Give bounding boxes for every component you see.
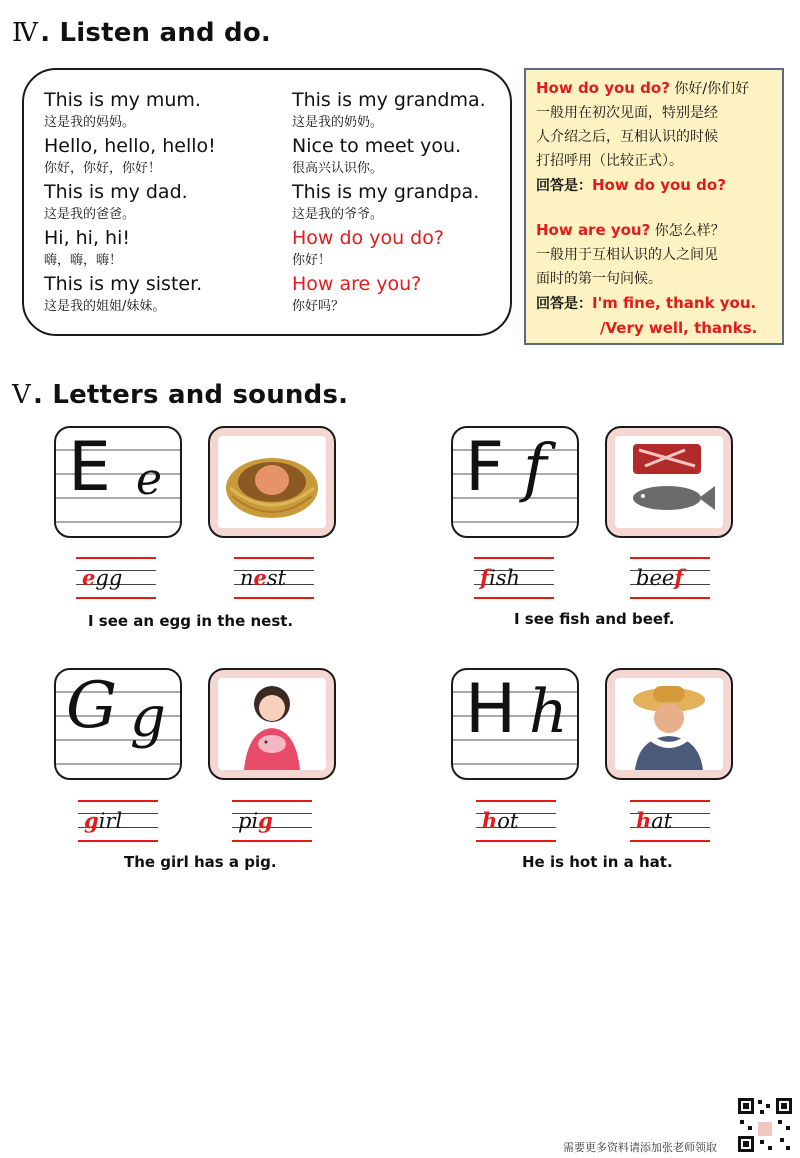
word-part: at [651, 809, 673, 833]
picture-man-hat [605, 668, 733, 780]
dialogue-line [44, 272, 216, 318]
letter-card-g [54, 668, 182, 780]
letter-card-e [54, 426, 182, 538]
qr-code-graphic [736, 1096, 794, 1154]
note-desc: 人介绍之后，互相认识的时候 [536, 129, 718, 145]
word-highlight-letter: g [84, 808, 99, 833]
word-highlight-letter: h [636, 808, 652, 833]
letter-card-f [451, 426, 579, 538]
section-4-title: . Listen and do. [40, 18, 271, 48]
section-5-title: . Letters and sounds. [32, 380, 349, 410]
example-sentence: He is hot in a hat. [522, 853, 673, 871]
word-highlight-letter: h [482, 808, 498, 833]
chinese-line: 很高兴认识你。 [292, 161, 384, 176]
letter-card-h [451, 668, 579, 780]
word-lines-girl [78, 800, 158, 842]
answer-label: 回答是： [536, 296, 592, 312]
letter-lowercase: f [523, 431, 547, 505]
word-lines-hot [476, 800, 556, 842]
note-question-2-zh: 你怎么样？ [654, 223, 725, 239]
example-sentence: I see an egg in the nest. [88, 612, 294, 630]
chinese-line: 你好！ [292, 253, 332, 268]
dialogue-line [292, 134, 486, 180]
qr-code [736, 1096, 794, 1154]
dialogue-line [292, 88, 486, 134]
letter-lowercase: g [130, 685, 166, 750]
chinese-line: 这是我的奶奶。 [292, 115, 384, 130]
dialogue-line [292, 272, 486, 318]
dialogue-left-column [44, 88, 216, 318]
word-part: bee [636, 566, 675, 590]
word-lines-beef [630, 557, 710, 599]
english-line: This is my dad. [44, 181, 188, 203]
english-line: This is my sister. [44, 273, 203, 295]
picture-beef-fish [605, 426, 733, 538]
dialogue-line [44, 180, 216, 226]
word-part: st [266, 566, 287, 590]
dialogue-line [292, 180, 486, 226]
letter-uppercase: E [68, 428, 111, 507]
note-desc: 面时的第一句问候。 [536, 271, 662, 287]
dialogue-bubble [22, 68, 512, 336]
section-4-heading [12, 18, 271, 48]
english-line: This is my grandma. [292, 89, 486, 111]
word-lines-fish [474, 557, 554, 599]
word-lines-pig [232, 800, 312, 842]
english-line-highlight: How do you do? [292, 227, 444, 249]
letter-lowercase: e [136, 454, 163, 505]
letter-uppercase: F [465, 428, 505, 507]
usage-note-box [524, 68, 784, 345]
dialogue-line [292, 226, 486, 272]
section-5-numeral: Ⅴ [12, 380, 31, 410]
letter-uppercase: G [66, 669, 118, 743]
word-part: pi [238, 809, 259, 833]
word-part: n [240, 566, 254, 590]
example-sentence: I see fish and beef. [514, 610, 675, 628]
chinese-line: 这是我的爸爸。 [44, 207, 136, 222]
english-line: Hi, hi, hi! [44, 227, 130, 249]
letter-lowercase: h [529, 677, 568, 747]
word-highlight-letter: g [258, 808, 273, 833]
dialogue-line [44, 134, 216, 180]
man-hat-illustration [615, 678, 723, 770]
english-line: This is my mum. [44, 89, 201, 111]
note-answer-2b: /Very well, thanks. [600, 319, 758, 337]
chinese-line: 这是我的爷爷。 [292, 207, 384, 222]
picture-girl-pig [208, 668, 336, 780]
girl-pig-illustration [218, 678, 326, 770]
word-part: irl [98, 809, 123, 833]
letter-uppercase: H [465, 670, 517, 749]
section-5-heading [12, 380, 348, 410]
word-highlight-letter: e [253, 565, 267, 590]
word-part: ish [489, 566, 521, 590]
chinese-line: 你好，你好，你好！ [44, 161, 162, 176]
note-question-1: How do you do? [536, 79, 670, 97]
chinese-line: 嗨，嗨，嗨！ [44, 253, 123, 268]
word-lines-nest [234, 557, 314, 599]
beef-fish-illustration [615, 436, 723, 528]
example-sentence: The girl has a pig. [124, 853, 277, 871]
note-answer-1: How do you do? [592, 176, 726, 194]
note-question-2: How are you? [536, 221, 651, 239]
english-line-highlight: How are you? [292, 273, 422, 295]
english-line: Nice to meet you. [292, 135, 462, 157]
dialogue-line [44, 226, 216, 272]
nest-egg-illustration [218, 436, 326, 528]
chinese-line: 这是我的妈妈。 [44, 115, 136, 130]
note-question-1-zh: 你好/你们好 [674, 81, 750, 97]
section-4-numeral: Ⅳ [12, 18, 39, 48]
note-answer-2: I'm fine, thank you. [592, 294, 757, 312]
word-highlight-letter: f [480, 565, 490, 590]
picture-nest-egg [208, 426, 336, 538]
note-desc: 打招呼用（比较正式）。 [536, 153, 683, 169]
chinese-line: 你好吗？ [292, 299, 345, 314]
word-highlight-letter: e [82, 565, 96, 590]
word-lines-egg [76, 557, 156, 599]
chinese-line: 这是我的姐姐/妹妹。 [44, 299, 166, 314]
dialogue-right-column [292, 88, 486, 318]
word-lines-hat [630, 800, 710, 842]
note-desc: 一般用在初次见面，特别是经 [536, 105, 718, 121]
dialogue-line [44, 88, 216, 134]
word-part: gg [95, 566, 123, 590]
answer-label: 回答是： [536, 178, 592, 194]
english-line: Hello, hello, hello! [44, 135, 216, 157]
footer-note: 需要更多资料请添加张老师领取 [563, 1141, 717, 1154]
note-desc: 一般用于互相认识的人之间见 [536, 247, 718, 263]
english-line: This is my grandpa. [292, 181, 480, 203]
word-part: ot [497, 809, 519, 833]
word-highlight-letter: f [674, 565, 684, 590]
